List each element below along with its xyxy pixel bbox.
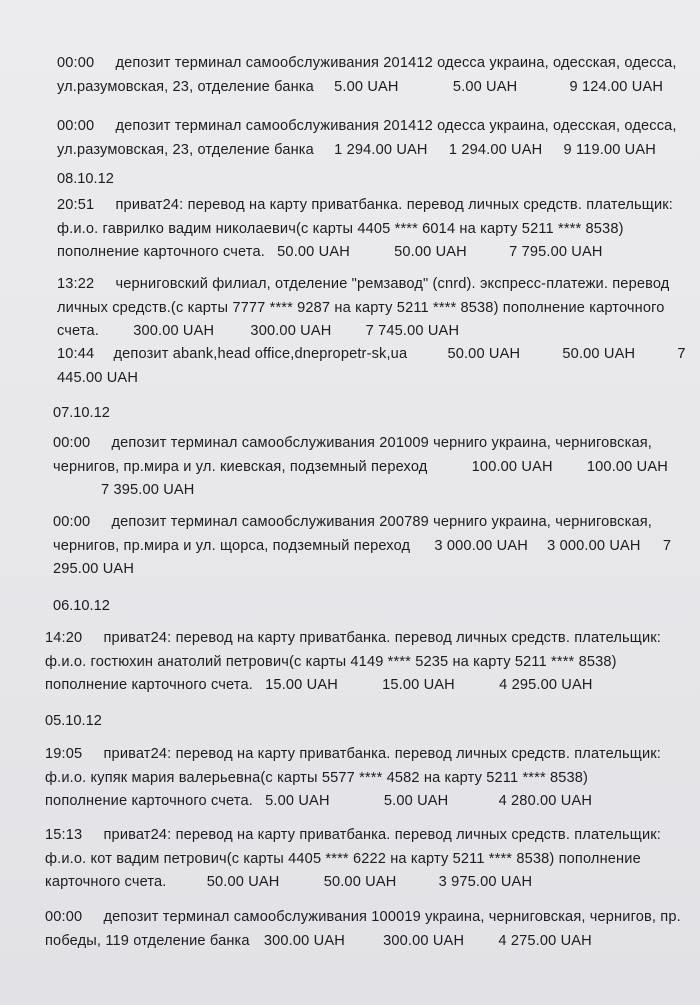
transaction-time: 00:00 (45, 909, 83, 925)
transaction-description: приват24: перевод на карту приватбанка. перевод личных средств. плательщик: (103, 746, 661, 762)
transaction-amount: 50.00 UAH (206, 874, 280, 890)
transaction-line (45, 674, 661, 698)
transaction-line (57, 115, 677, 139)
transaction-amount: 5.00 UAH (383, 793, 449, 809)
transaction-amount: 15.00 UAH (265, 677, 338, 693)
transaction-balance: 4 275.00 UAH (498, 932, 592, 949)
transaction-description: депозит abank,head office,dnepropetr-sk,ua (113, 346, 408, 362)
transaction-line (45, 871, 661, 895)
transaction-time: 15:13 (45, 827, 83, 843)
transaction-line (57, 218, 673, 242)
transaction-description: депозит терминал самообслуживания 201009 черниго украина, черниговская, (111, 435, 652, 451)
transaction-line (45, 767, 661, 791)
transaction-line (57, 139, 677, 163)
transaction-line (53, 511, 671, 535)
transaction-line (57, 194, 673, 218)
transaction-time: 00:00 (53, 435, 91, 451)
transaction-line (57, 241, 673, 265)
transaction-amount: 50.00 UAH (562, 346, 636, 362)
transaction-time: 20:51 (57, 197, 95, 213)
transaction-balance: 295.00 UAH (53, 561, 135, 577)
transaction-description: ул.разумовская, 23, отделение банка (57, 141, 314, 158)
transaction-time: 13:22 (57, 276, 95, 292)
transaction-balance: 9 119.00 UAH (563, 141, 656, 158)
transaction-amount: 100.00 UAH (471, 458, 553, 475)
transaction-amount: 5.00 UAH (334, 78, 399, 95)
transaction-line (53, 456, 668, 480)
transaction-amount: 5.00 UAH (452, 78, 518, 95)
transaction-time: 14:20 (45, 630, 83, 646)
transaction-line (57, 273, 669, 297)
transaction-time: 00:00 (57, 118, 95, 134)
transaction-line (45, 651, 661, 675)
transaction-line (57, 52, 677, 76)
transaction-amount: 300.00 UAH (133, 323, 215, 339)
transaction-description: депозит терминал самообслуживания 201412 одесса украина, одесская, одесса, (115, 55, 677, 71)
transaction-line (45, 627, 661, 651)
transaction-amount: 300.00 UAH (383, 932, 465, 949)
transaction-description: карточного счета. (45, 874, 167, 890)
transaction-time: 19:05 (45, 746, 83, 762)
transaction-description: пополнение карточного счета. (45, 677, 253, 693)
transaction-balance: 9 124.00 UAH (569, 78, 664, 95)
transaction-description: чернигов, пр.мира и ул. щорса, подземный переход (53, 537, 411, 554)
transaction-amount: 3 000.00 UAH (434, 537, 528, 554)
transaction-amount: 300.00 UAH (250, 323, 332, 339)
transaction-description: победы, 119 отделение банка (45, 932, 250, 949)
transaction-line (45, 824, 661, 848)
transaction-entry (53, 511, 671, 582)
transaction-description: ф.и.о. гостюхин анатолий петрович(с карты 4149 **** 5235 на карту 5211 **** 8538) (45, 653, 617, 670)
transaction-description: депозит терминал самообслуживания 200789 черниго украина, черниговская, (111, 514, 652, 530)
transaction-description: пополнение карточного счета. (57, 244, 265, 260)
transaction-description: ф.и.о. гаврилко вадим николаевич(с карты 4405 **** 6014 на карту 5211 **** 8538) (57, 220, 624, 237)
transaction-line (53, 535, 671, 559)
transaction-amount: 300.00 UAH (263, 932, 345, 949)
transaction-entry (45, 824, 661, 895)
transaction-entry (45, 906, 681, 953)
transaction-description: чернигов, пр.мира и ул. киевская, подземный переход (53, 458, 428, 475)
transaction-balance: 7 745.00 UAH (365, 323, 460, 339)
transaction-description: ф.и.о. кот вадим петрович(с карты 4405 **** 6222 на карту 5211 **** 8538) пополнение (45, 850, 641, 867)
transaction-amount: 1 294.00 UAH (448, 141, 543, 158)
transaction-description: депозит терминал самообслуживания 100019 украина, черниговская, чернигов, пр. (103, 909, 681, 925)
transaction-balance: 445.00 UAH (57, 369, 139, 386)
transaction-balance: 7 395.00 UAH (101, 482, 195, 498)
transaction-description: приват24: перевод на карту приватбанка. перевод личных средств. плательщик: (103, 630, 661, 646)
transaction-description: приват24: перевод на карту приватбанка. перевод личных средств. плательщик: (115, 197, 673, 213)
transaction-line (53, 558, 671, 582)
date-header: 05.10.12 (45, 713, 102, 729)
transaction-balance: 4 280.00 UAH (498, 793, 593, 809)
transaction-balance: 3 975.00 UAH (438, 874, 533, 890)
transaction-description: ф.и.о. купяк мария валерьевна(с карты 5577 **** 4582 на карту 5211 **** 8538) (45, 769, 589, 786)
transaction-description: приват24: перевод на карту приватбанка. перевод личных средств. плательщик: (103, 827, 661, 843)
transaction-entry (53, 432, 668, 503)
transaction-amount: 50.00 UAH (394, 244, 467, 260)
transaction-entry (45, 743, 661, 814)
transaction-time: 10:44 (57, 346, 95, 362)
transaction-entry (57, 273, 669, 344)
transaction-line (45, 743, 661, 767)
transaction-time: 00:00 (53, 514, 91, 530)
transaction-balance: 7 795.00 UAH (509, 244, 603, 260)
transaction-amount: 3 000.00 UAH (547, 537, 641, 554)
transaction-line (57, 367, 686, 391)
transaction-description: счета. (57, 323, 99, 339)
date-header: 06.10.12 (53, 598, 110, 614)
transaction-amount: 5.00 UAH (265, 793, 330, 809)
transaction-balance: 7 (662, 537, 672, 554)
transaction-line (57, 297, 669, 321)
transaction-entry (57, 194, 673, 265)
transaction-line (45, 930, 681, 954)
transaction-description: черниговский филиал, отделение "ремзавод" (cnrd). экспресс-платежи. перевод (115, 276, 670, 292)
transaction-amount: 50.00 UAH (277, 244, 350, 260)
transaction-description: личных средств.(с карты 7777 **** 9287 на карту 5211 **** 8538) пополнение карточного (57, 299, 665, 316)
date-header: 08.10.12 (57, 171, 114, 187)
date-header: 07.10.12 (53, 405, 110, 421)
transaction-line (45, 848, 661, 872)
transaction-balance: 4 295.00 UAH (499, 677, 593, 693)
transaction-amount: 50.00 UAH (447, 346, 521, 362)
transaction-line (53, 479, 668, 503)
transaction-amount: 1 294.00 UAH (334, 141, 428, 158)
transaction-line (57, 343, 686, 367)
transaction-line (57, 76, 677, 100)
transaction-amount: 100.00 UAH (586, 458, 668, 475)
transaction-line (57, 320, 669, 344)
transaction-description: ул.разумовская, 23, отделение банка (57, 78, 314, 95)
transaction-amount: 50.00 UAH (323, 874, 397, 890)
transaction-entry (57, 343, 686, 390)
transaction-balance: 7 (677, 346, 686, 362)
transaction-line (45, 906, 681, 930)
transaction-entry (45, 627, 661, 698)
transaction-line (53, 432, 668, 456)
transaction-description: депозит терминал самообслуживания 201412 одесса украина, одесская, одесса, (115, 118, 677, 134)
transaction-amount: 15.00 UAH (382, 677, 455, 693)
transaction-entry (57, 52, 677, 99)
transaction-entry (57, 115, 677, 162)
transaction-line (45, 790, 661, 814)
transaction-time: 00:00 (57, 55, 95, 71)
transaction-description: пополнение карточного счета. (45, 793, 253, 809)
